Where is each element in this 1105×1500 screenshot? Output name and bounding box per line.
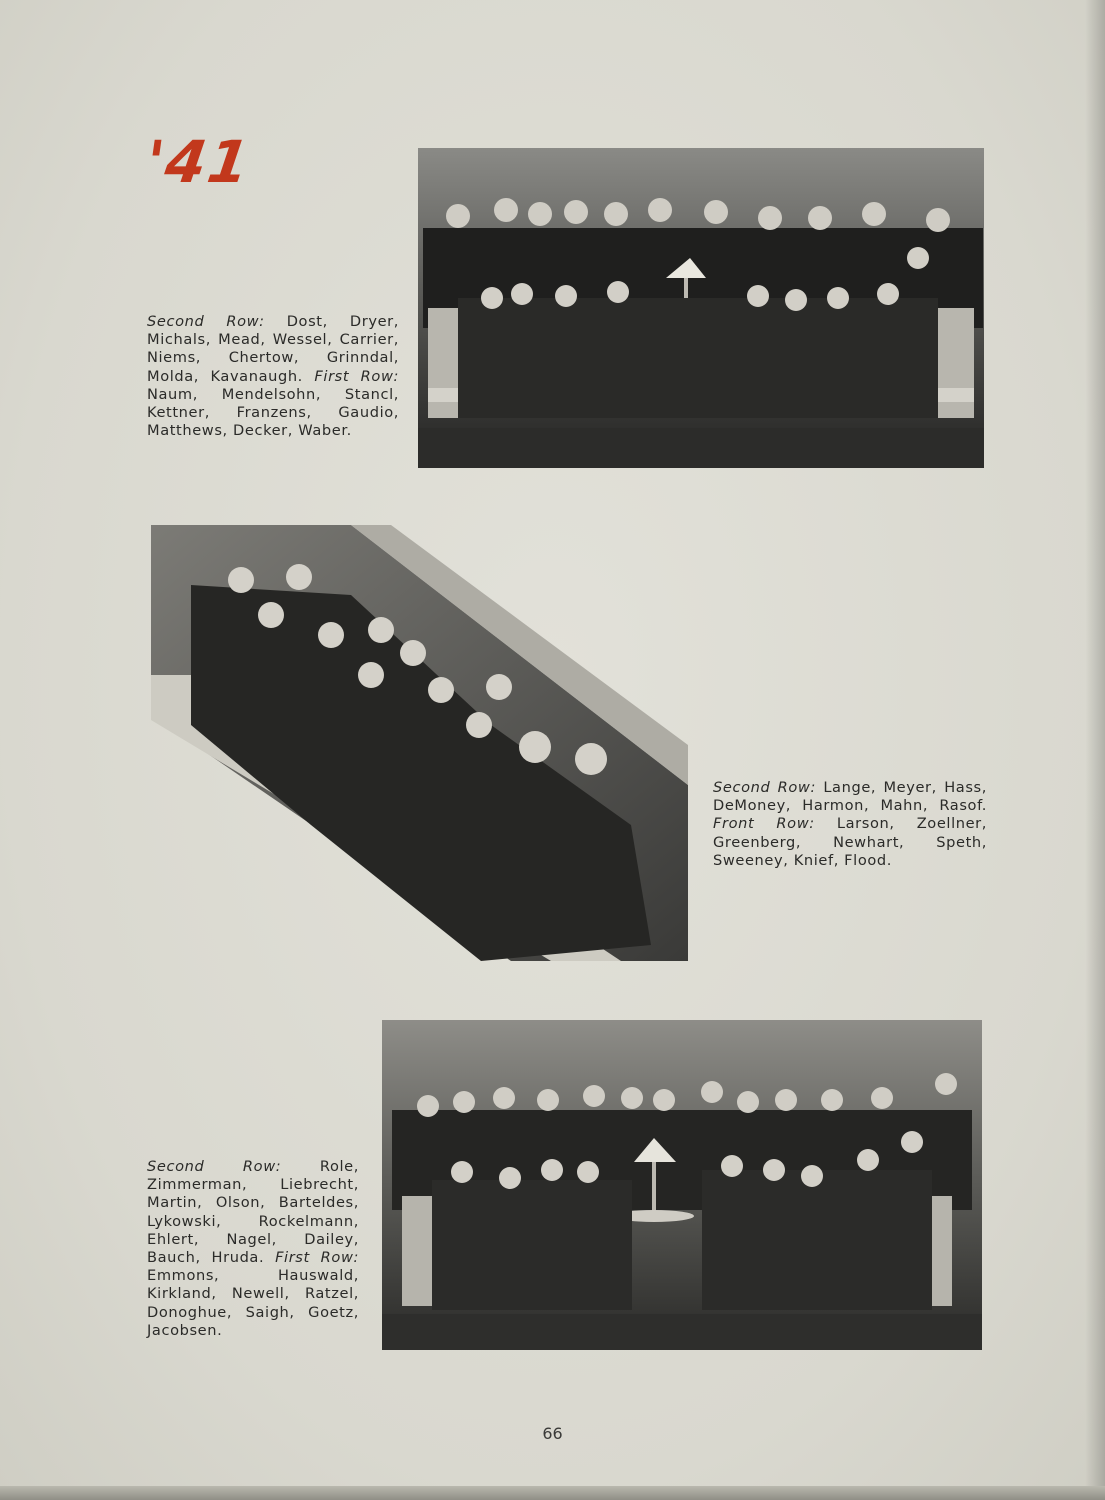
group-3-second-row-label: Second Row: (147, 1158, 282, 1175)
page-edge-shadow (1085, 0, 1105, 1500)
group-1-first-row-names: Naum, Mendelsohn, Stancl, Kettner, Franzens, Gaudio, Matthews, Decker, Waber. (147, 385, 399, 440)
group-1-photo (418, 148, 984, 468)
group-1-second-row-label: Second Row: (147, 313, 265, 330)
group-2-first-row-label: Front Row: (713, 815, 815, 833)
group-3-caption (147, 1158, 359, 1340)
group-3-second-row-names: Role, Zimmerman, Liebrecht, Martin, Olson, Barteldes, Lykowski, Rockelmann, Ehlert, Nagel, Dailey, Bauch, Hruda. (147, 1158, 359, 1267)
class-year-heading: '41 (141, 128, 256, 196)
group-3-first-row-label: First Row: (275, 1249, 359, 1267)
group-2-first-row-names: Larson, Zoellner, Greenberg, Newhart, Speth, Sweeney, Knief, Flood. (713, 815, 987, 869)
page-number: 66 (542, 1424, 563, 1443)
group-2-photo (151, 525, 688, 961)
group-2-second-row-names: Lange, Meyer, Hass, DeMoney, Harmon, Mahn, Rasof. (713, 779, 987, 815)
group-3-photo (382, 1020, 982, 1350)
group-1-caption (147, 313, 399, 440)
group-3-first-row-names: Emmons, Hauswald, Kirkland, Newell, Ratzel, Donoghue, Saigh, Goetz, Jacobsen. (147, 1267, 359, 1339)
group-1-second-row-names: Dost, Dryer, Michals, Mead, Wessel, Carrier, Niems, Chertow, Grinndal, Molda, Kavanaugh. (147, 313, 399, 385)
group-1-first-row-label: First Row: (314, 367, 399, 385)
page-bottom-edge (0, 1486, 1105, 1500)
group-2-caption (713, 779, 987, 870)
group-2-second-row-label: Second Row: (713, 779, 816, 796)
